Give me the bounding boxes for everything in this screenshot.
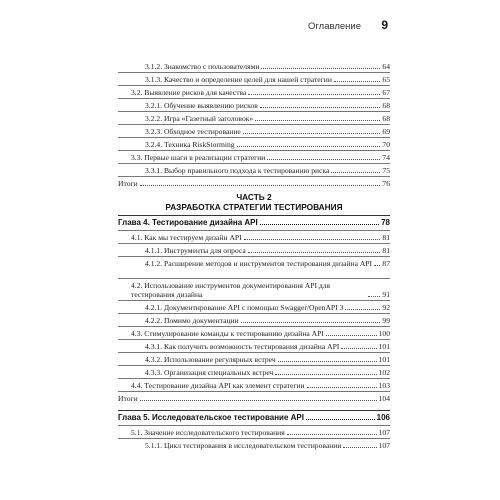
toc-entry[interactable]: 4.1.1. Инструменты для опроса 81	[145, 246, 390, 255]
toc-entry[interactable]: 5.1. Значение исследовательского тестирования 107	[131, 428, 390, 437]
page-number: 9	[381, 18, 388, 32]
toc-entry[interactable]: 4.1.2. Расширение методов и инструментов тестирования дизайна API 87	[145, 259, 390, 268]
chapter-heading[interactable]: Глава 5. Исследовательское тестирование API 106	[118, 413, 390, 422]
toc-entry[interactable]: 3.2.1. Обучение выявлению рисков 68	[145, 101, 390, 110]
running-header: Оглавление	[308, 21, 361, 32]
toc-entry[interactable]: 3.3.1. Выбор правильного подхода к тестированию риска 75	[145, 166, 390, 175]
toc-entry[interactable]: Итоги 104	[118, 394, 390, 403]
toc-entry[interactable]: 4.3.1. Как получить возможность тестирования дизайна API 101	[145, 342, 390, 351]
chapter-heading[interactable]: Глава 4. Тестирование дизайна API 78	[118, 218, 390, 227]
toc-entry[interactable]: 5.1.1. Цикл тестирования в исследовательском тестировании 107	[145, 441, 390, 450]
toc-entry[interactable]: 4.1. Как мы тестируем дизайн API 81	[131, 233, 390, 242]
toc-entry[interactable]: 4.2.1. Документирование API с помощью Swagger/OpenAPI 3 92	[145, 303, 390, 312]
toc-entry[interactable]: 3.2.3. Обходное тестирование 69	[145, 127, 390, 136]
toc-entry[interactable]: 4.4. Тестирование дизайна API как элемент стратегии 103	[131, 381, 390, 390]
toc-entry[interactable]: 3.1.2. Знакомство с пользователями 64	[145, 62, 390, 71]
toc-entry[interactable]: 4.2. Использование инструментов документирования API для тестирования дизайна 91	[131, 281, 390, 299]
toc-entry[interactable]: 3.3. Первые шаги в реализации стратегии 74	[131, 153, 390, 162]
toc-entry[interactable]: 3.2.2. Игра «Газетный заголовок» 68	[145, 114, 390, 123]
toc-entry[interactable]: 3.2.4. Техника RiskStorming 70	[145, 140, 390, 149]
toc-entry[interactable]: 4.3.3. Организация специальных встреч 102	[145, 368, 390, 377]
part-title: ЧАСТЬ 2	[236, 192, 272, 202]
toc-entry[interactable]: 3.2. Выявление рисков для качества 67	[131, 88, 390, 97]
toc-entry[interactable]: 4.3.2. Использование регулярных встреч 101	[145, 355, 390, 364]
toc-entry[interactable]: Итоги 76	[118, 179, 390, 188]
toc-entry[interactable]: 4.2.2. Помимо документации 99	[145, 316, 390, 325]
toc-entry[interactable]: 3.1.3. Качество и определение целей для нашей стратегии 65	[145, 75, 390, 84]
part-subtitle: РАЗРАБОТКА СТРАТЕГИИ ТЕСТИРОВАНИЯ	[165, 202, 343, 212]
toc-entry[interactable]: 4.3. Стимулирование команды к тестированию дизайна API 100	[131, 329, 390, 338]
